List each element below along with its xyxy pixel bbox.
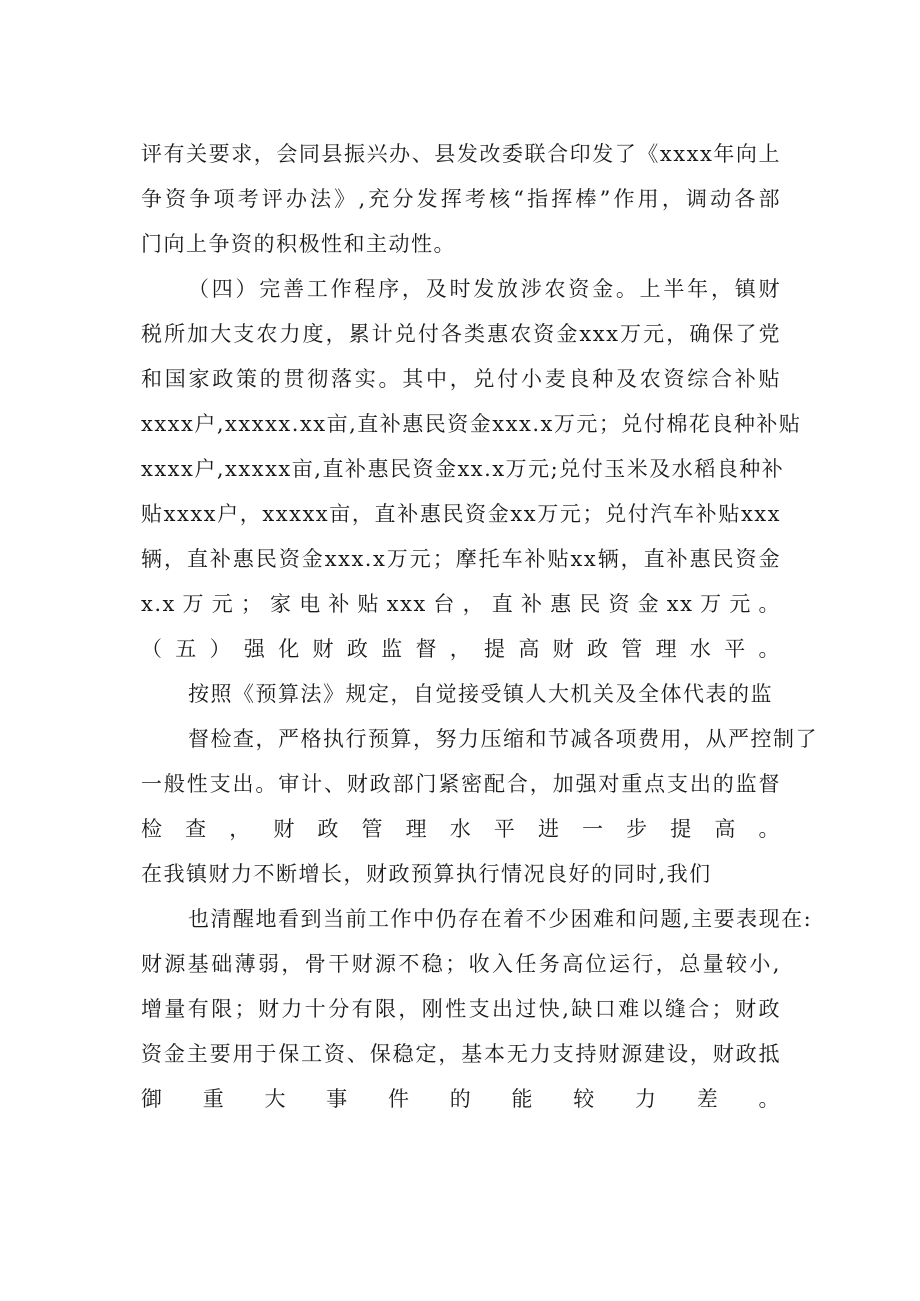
- paragraph-line: 在我镇财力不断增长，财政预算执行情况良好的同时,我们: [141, 862, 712, 886]
- paragraph-line: 财源基础薄弱，骨干财源不稳；收入任务高位运行，总量较小,: [141, 952, 781, 976]
- paragraph-line: 资金主要用于保工资、保稳定，基本无力支持财源建设，财政抵: [141, 1042, 781, 1066]
- paragraph-line: 评有关要求，会同县振兴办、县发改委联合印发了《xxxx年向上: [141, 142, 781, 166]
- paragraph-line: 税所加大支农力度，累计兑付各类惠农资金xxx万元，确保了党: [141, 322, 781, 346]
- section-heading-5: 按照《预算法》规定，自觉接受镇人大机关及全体代表的监: [188, 682, 773, 706]
- paragraph-line: 一般性支出。审计、财政部门紧密配合，加强对重点支出的监督: [141, 772, 781, 796]
- paragraph-line: 增量有限；财力十分有限，刚性支出过快,缺口难以缝合；财政: [141, 997, 781, 1021]
- paragraph-line: xxxx户,xxxxx.xx亩,直补惠民资金xxx.x万元；兑付棉花良种补贴: [141, 412, 802, 436]
- paragraph-line: x.x万元；家电补贴xxx台，直补惠民资金xx万元。: [141, 592, 781, 616]
- paragraph-line: 检查，财政管理水平进一步提高。: [141, 817, 781, 841]
- paragraph-line: 贴xxxx户，xxxxx亩，直补惠民资金xx万元；兑付汽车补贴xxx: [141, 502, 781, 526]
- paragraph-line: 也清醒地看到当前工作中仍存在着不少困难和问题,主要表现在:: [188, 907, 813, 931]
- paragraph-line: xxxx户,xxxxx亩,直补惠民资金xx.x万元;兑付玉米及水稻良种补: [141, 457, 785, 481]
- paragraph-line: 御重大事件的能较力差。: [141, 1087, 781, 1111]
- paragraph-line: 督检查，严格执行预算，努力压缩和节减各项费用，从严控制了: [188, 727, 818, 751]
- paragraph-line: （五）强化财政监督，提高财政管理水平。: [141, 637, 781, 661]
- paragraph-line: 和国家政策的贯彻落实。其中，兑付小麦良种及农资综合补贴: [141, 367, 781, 391]
- paragraph-line: 争资争项考评办法》,充分发挥考核“指挥棒”作用，调动各部: [141, 187, 781, 211]
- paragraph-line: 辆，直补惠民资金xxx.x万元；摩托车补贴xx辆，直补惠民资金: [141, 547, 781, 571]
- section-heading-4: （四）完善工作程序，及时发放涉农资金。上半年，镇财: [188, 277, 781, 301]
- paragraph-line: 门向上争资的积极性和主动性。: [141, 232, 456, 256]
